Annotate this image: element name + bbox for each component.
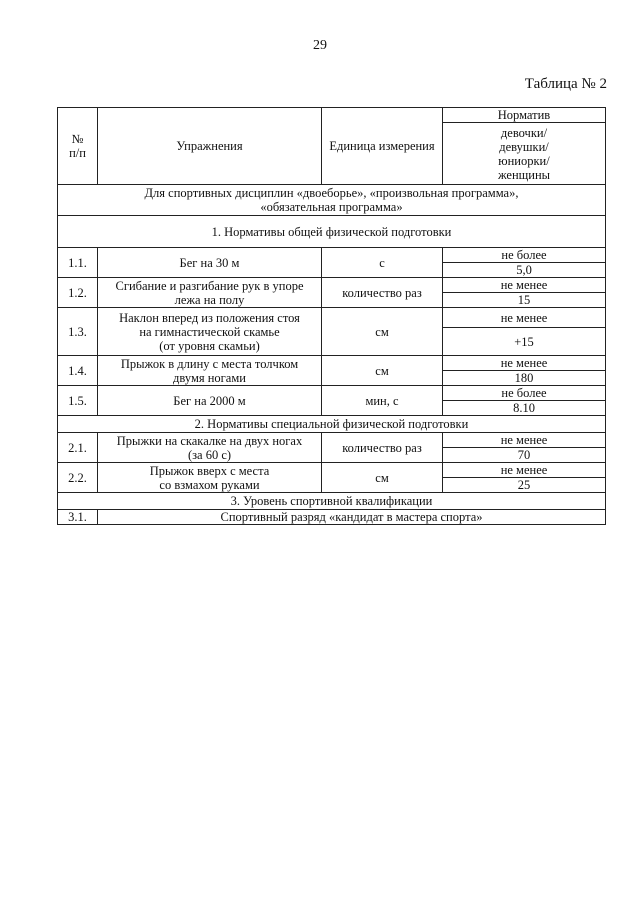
- discipline-note-line: «обязательная программа»: [260, 200, 403, 214]
- row-qualifier: не более: [443, 386, 606, 401]
- row-unit: см: [322, 356, 443, 386]
- row-value: 180: [443, 371, 606, 386]
- header-unit: Единица измерения: [322, 108, 443, 185]
- header-norm-sub-line: девочки/: [500, 125, 548, 140]
- row-qualifier: не менее: [443, 308, 606, 328]
- header-norm-sub-line: юниорки/: [498, 153, 550, 168]
- row-value: 70: [443, 448, 606, 463]
- header-norm-sub-line: девушки/: [499, 139, 549, 154]
- row-value: +15: [443, 328, 606, 356]
- row-unit: мин, с: [322, 386, 443, 416]
- row-value: 5,0: [443, 263, 606, 278]
- header-num-line: №: [71, 132, 84, 146]
- row-num: 1.2.: [58, 278, 98, 308]
- row-qualifier: не более: [443, 248, 606, 263]
- row-num: 2.1.: [58, 433, 98, 463]
- row-qualifier: не менее: [443, 433, 606, 448]
- table-row: [58, 386, 606, 401]
- discipline-note-row: [58, 185, 606, 216]
- row-exercise-line: (от уровня скамьи): [159, 338, 260, 353]
- row-exercise-line: лежа на полу: [174, 292, 245, 307]
- row-unit: количество раз: [322, 278, 443, 308]
- table-caption: Таблица № 2: [524, 76, 607, 92]
- row-exercise: [98, 386, 322, 416]
- header-norm-sub: [443, 123, 606, 185]
- table-row: [58, 356, 606, 371]
- row-exercise-line: на гимнастической скамье: [139, 324, 280, 339]
- row-qualifier: не менее: [443, 463, 606, 478]
- row-value: 15: [443, 293, 606, 308]
- row-qualifier: не менее: [443, 356, 606, 371]
- header-exercise: Упражнения: [98, 108, 322, 185]
- header-row: [58, 108, 606, 123]
- discipline-note-line: Для спортивных дисциплин «двоеборье», «произвольная программа»,: [144, 186, 519, 200]
- row-exercise: [98, 356, 322, 386]
- section-title: 2. Нормативы специальной физической подготовки: [58, 416, 606, 433]
- table-row: [58, 248, 606, 263]
- section-title-row: [58, 416, 606, 433]
- row-exercise-line: Бег на 30 м: [179, 255, 240, 270]
- table-row: [58, 433, 606, 448]
- table-row: [58, 278, 606, 293]
- header-num: [58, 108, 98, 185]
- row-exercise-line: Бег на 2000 м: [173, 393, 246, 408]
- table-row: [58, 308, 606, 328]
- row-unit: с: [322, 248, 443, 278]
- row-exercise: [98, 308, 322, 356]
- row-num: 1.3.: [58, 308, 98, 356]
- row-exercise-line: (за 60 с): [187, 447, 232, 462]
- table-row: [58, 510, 606, 525]
- row-exercise: [98, 463, 322, 493]
- section-title: 3. Уровень спортивной квалификации: [58, 493, 606, 510]
- row-unit: количество раз: [322, 433, 443, 463]
- row-exercise-line: со взмахом руками: [159, 477, 260, 492]
- row-num: 1.4.: [58, 356, 98, 386]
- row-exercise: [98, 433, 322, 463]
- norms-table: [57, 107, 606, 525]
- table-row: [58, 463, 606, 478]
- row-qualifier: не менее: [443, 278, 606, 293]
- row-value: 8.10: [443, 401, 606, 416]
- page-number: 29: [313, 38, 327, 53]
- row-unit: см: [322, 463, 443, 493]
- row-exercise: [98, 278, 322, 308]
- discipline-note: [58, 185, 606, 216]
- header-norm: Норматив: [443, 108, 606, 123]
- row-exercise-line: Прыжок в длину с места толчком: [120, 356, 299, 371]
- row-exercise: [98, 248, 322, 278]
- row-value: 25: [443, 478, 606, 493]
- row-exercise-line: Прыжки на скакалке на двух ногах: [116, 433, 303, 448]
- row-num: 1.5.: [58, 386, 98, 416]
- section-title-row: [58, 216, 606, 248]
- section-title-row: [58, 493, 606, 510]
- row-num: 3.1.: [58, 510, 98, 525]
- qualification-text: Спортивный разряд «кандидат в мастера спорта»: [98, 510, 606, 525]
- row-exercise-line: Сгибание и разгибание рук в упоре: [115, 278, 304, 293]
- header-norm-sub-line: женщины: [497, 167, 551, 182]
- row-exercise-line: двумя ногами: [173, 370, 246, 385]
- row-unit: см: [322, 308, 443, 356]
- row-exercise-line: Прыжок вверх с места: [149, 463, 270, 478]
- section-title: 1. Нормативы общей физической подготовки: [58, 216, 606, 248]
- header-num-line: п/п: [69, 146, 86, 160]
- row-exercise-line: Наклон вперед из положения стоя: [119, 310, 300, 325]
- row-num: 2.2.: [58, 463, 98, 493]
- row-num: 1.1.: [58, 248, 98, 278]
